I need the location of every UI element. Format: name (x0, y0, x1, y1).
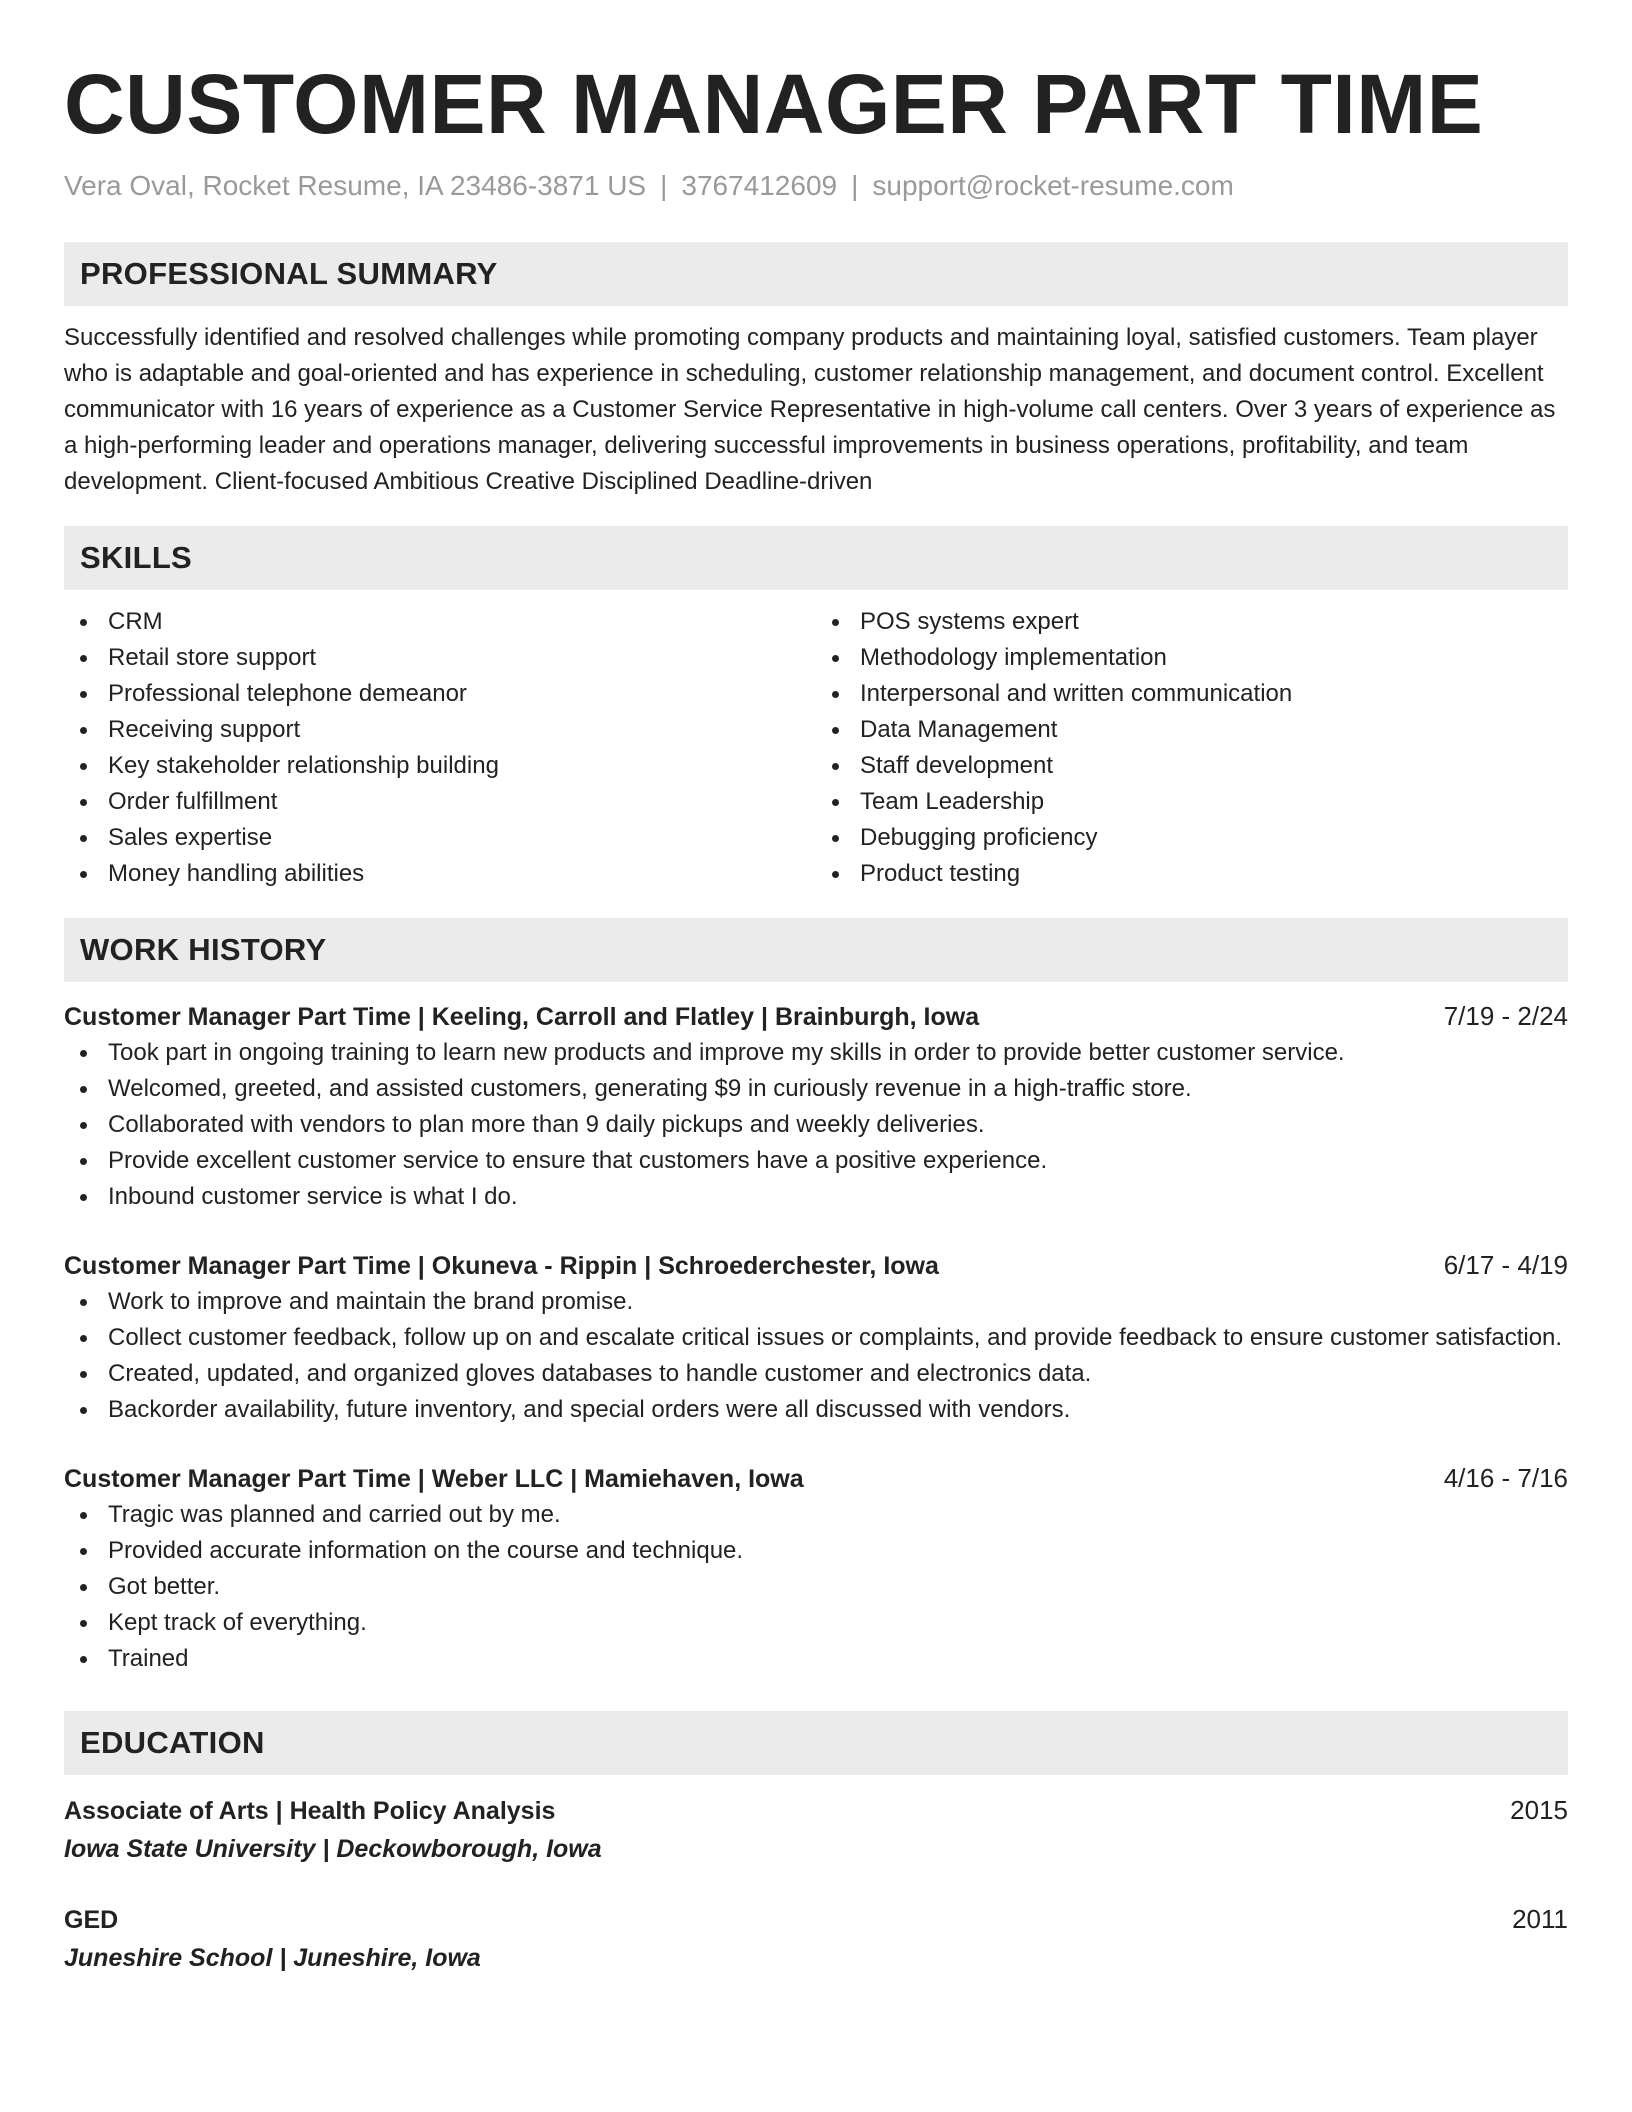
skill-item: Debugging proficiency (816, 820, 1568, 856)
job-bullet: Created, updated, and organized gloves databases to handle customer and electronics data. (64, 1356, 1568, 1392)
skill-item: Staff development (816, 748, 1568, 784)
section-heading-summary: PROFESSIONAL SUMMARY (64, 242, 1568, 306)
skill-item: Professional telephone demeanor (64, 676, 816, 712)
education-header (64, 1791, 1568, 1830)
job-entry (64, 998, 1568, 1215)
contact-separator: | (851, 170, 859, 201)
job-dates: 7/19 - 2/24 (1443, 1001, 1568, 1031)
education-degree: Associate of Arts | Health Policy Analysis (64, 1797, 556, 1825)
job-bullet: Work to improve and maintain the brand promise. (64, 1284, 1568, 1320)
skill-item: Order fulfillment (64, 784, 816, 820)
job-header (64, 998, 1568, 1035)
job-bullet: Welcomed, greeted, and assisted customers, generating $9 in curiously revenue in a high-traffic store. (64, 1071, 1568, 1107)
job-entry (64, 1247, 1568, 1428)
job-bullet: Collaborated with vendors to plan more than 9 daily pickups and weekly deliveries. (64, 1107, 1568, 1143)
education-entry (64, 1900, 1568, 1977)
section-heading-education: EDUCATION (64, 1711, 1568, 1775)
job-title: Customer Manager Part Time | Okuneva - Rippin | Schroederchester, Iowa (64, 1252, 939, 1280)
skill-item: Receiving support (64, 712, 816, 748)
job-bullets (64, 1284, 1568, 1428)
contact-separator: | (660, 170, 668, 201)
education-school: Iowa State University | Deckowborough, Iowa (64, 1835, 602, 1863)
section-heading-work: WORK HISTORY (64, 918, 1568, 982)
job-bullet: Tragic was planned and carried out by me. (64, 1497, 1568, 1533)
job-bullet: Trained (64, 1641, 1568, 1677)
resume-name-title: CUSTOMER MANAGER PART TIME (64, 57, 1484, 151)
job-bullet: Took part in ongoing training to learn new products and improve my skills in order to provide better customer service. (64, 1035, 1568, 1071)
job-bullet: Backorder availability, future inventory, and special orders were all discussed with vendors. (64, 1392, 1568, 1428)
education-year: 2011 (1512, 1904, 1568, 1934)
job-bullet: Collect customer feedback, follow up on and escalate critical issues or complaints, and provide feedback to ensure customer satisfaction. (64, 1320, 1568, 1356)
skill-item: Retail store support (64, 640, 816, 676)
education-school: Juneshire School | Juneshire, Iowa (64, 1944, 481, 1972)
job-dates: 4/16 - 7/16 (1443, 1463, 1568, 1493)
education-year: 2015 (1510, 1795, 1568, 1825)
skills-list-right (816, 604, 1568, 892)
skill-item: CRM (64, 604, 816, 640)
job-bullet: Provide excellent customer service to ensure that customers have a positive experience. (64, 1143, 1568, 1179)
job-bullet: Inbound customer service is what I do. (64, 1179, 1568, 1215)
contact-line (64, 168, 1568, 204)
section-heading-skills: SKILLS (64, 526, 1568, 590)
skill-item: Team Leadership (816, 784, 1568, 820)
skill-item: Data Management (816, 712, 1568, 748)
skill-item: Interpersonal and written communication (816, 676, 1568, 712)
job-title: Customer Manager Part Time | Weber LLC | Mamiehaven, Iowa (64, 1465, 804, 1493)
contact-address: Vera Oval, Rocket Resume, IA 23486-3871 US (64, 170, 647, 201)
summary-text: Successfully identified and resolved challenges while promoting company products and maintaining loyal, satisfied customers. Team player who is adaptable and goal-oriented and has experience in scheduling, customer relationship management, and document control. Excellent communicator with 16 years of experience as a Customer Service Representative in high-volume call centers. Over 3 years of experience as a high-performing leader and operations manager, delivering successful improvements in business operations, profitability, and team development. Client-focused Ambitious Creative Disciplined Deadline-driven (64, 324, 1556, 495)
skill-item: Money handling abilities (64, 856, 816, 892)
job-bullet: Provided accurate information on the course and technique. (64, 1533, 1568, 1569)
skill-item: POS systems expert (816, 604, 1568, 640)
job-bullets (64, 1035, 1568, 1215)
skill-item: Product testing (816, 856, 1568, 892)
education-entry (64, 1791, 1568, 1868)
job-bullet: Kept track of everything. (64, 1605, 1568, 1641)
skills-list-left (64, 604, 816, 892)
job-title: Customer Manager Part Time | Keeling, Carroll and Flatley | Brainburgh, Iowa (64, 1003, 980, 1031)
skill-item: Sales expertise (64, 820, 816, 856)
job-header (64, 1460, 1568, 1497)
job-entry (64, 1460, 1568, 1677)
job-bullets (64, 1497, 1568, 1677)
education-degree: GED (64, 1906, 119, 1934)
skill-item: Methodology implementation (816, 640, 1568, 676)
job-bullet: Got better. (64, 1569, 1568, 1605)
job-header (64, 1247, 1568, 1284)
skills-columns (64, 604, 1568, 892)
skill-item: Key stakeholder relationship building (64, 748, 816, 784)
contact-email[interactable]: support@rocket-resume.com (872, 170, 1234, 201)
contact-phone: 3767412609 (681, 170, 838, 201)
job-dates: 6/17 - 4/19 (1443, 1250, 1568, 1280)
education-header (64, 1900, 1568, 1939)
